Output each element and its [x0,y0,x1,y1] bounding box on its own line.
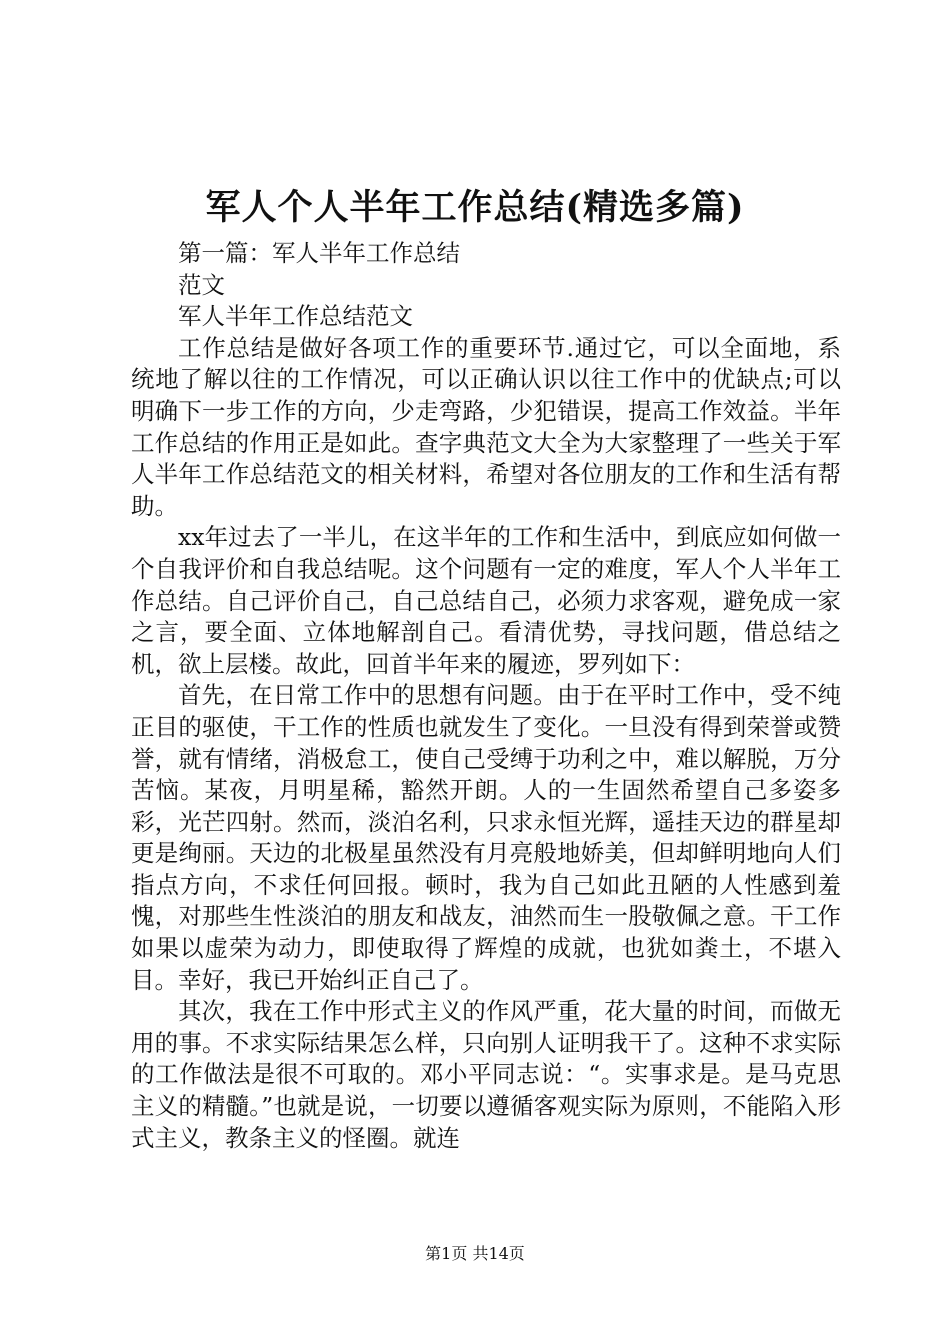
document-title: 军人个人半年工作总结(精选多篇) [205,187,745,228]
article-subtitle: 军人半年工作总结范文 [178,302,413,331]
document-body [131,238,841,1154]
paragraph-first-point: 首先，在日常工作中的思想有问题。由于在平时工作中，受不纯正目的驱使，干工作的性质也就发生了变化。一旦没有得到荣誉或赞誉，就有情绪，消极怠工，使自己受缚于功利之中，难以解脱，万分苦恼。某夜，月明星稀，豁然开朗。人的一生固然希望自己多姿多彩，光芒四射。然而，淡泊名利，只求永恒光辉，遥挂天边的群星却更是绚丽。天边的北极星虽然没有月亮般地娇美，但却鲜明地向人们指点方向，不求任何回报。顿时，我为自己如此丑陋的人性感到羞愧，对那些生性淡泊的朋友和战友，油然而生一股敬佩之意。干工作如果以虚荣为动力，即使取得了辉煌的成就，也犹如粪土，不堪入目。幸好，我已开始纠正自己了。 [131,681,841,994]
paragraph-second-point: 其次，我在工作中形式主义的作风严重，花大量的时间，而做无用的事。不求实际结果怎么样，只向别人证明我干了。这种不求实际的工作做法是很不可取的。邓小平同志说：“。实事求是。是马克思主义的精髓。”也就是说，一切要以遵循客观实际为原则，不能陷入形式主义，教条主义的怪圈。就连 [131,997,841,1152]
paragraph-intro: 工作总结是做好各项工作的重要环节.通过它，可以全面地，系统地了解以往的工作情况，可以正确认识以往工作中的优缺点;可以明确下一步工作的方向，少走弯路，少犯错误，提高工作效益。半年工作总结的作用正是如此。查字典范文大全为大家整理了一些关于军人半年工作总结范文的相关材料，希望对各位朋友的工作和生活有帮助。 [131,333,841,520]
paragraph-self-review: xx年过去了一半儿，在这半年的工作和生活中，到底应如何做一个自我评价和自我总结呢。这个问题有一定的难度，军人个人半年工作总结。自己评价自己，自己总结自己，必须力求客观，避免成一家之言，要全面、立体地解剖自己。看清优势，寻找问题，借总结之机，欲上层楼。故此，回首半年来的履迹，罗列如下： [131,523,841,678]
section-heading-continuation: 范文 [178,270,225,299]
section-heading: 第一篇：军人半年工作总结 [178,239,460,267]
page-indicator: 第1页 共14页 [425,1244,525,1263]
